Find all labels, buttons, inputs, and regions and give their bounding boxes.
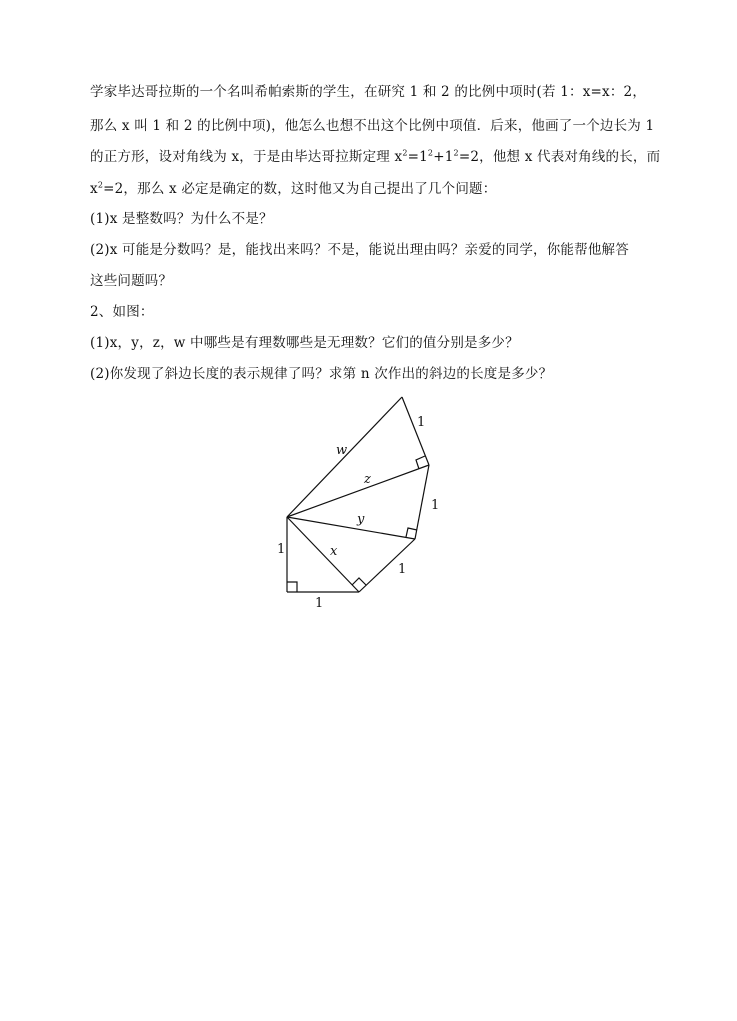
unit-leg-2-line (359, 539, 415, 592)
text-run: x (90, 181, 98, 197)
superscript: 2 (97, 180, 104, 190)
right-angle-marker (287, 582, 297, 592)
question-2-2: (2)你发现了斜边长度的表示规律了吗？求第 n 次作出的斜边的长度是多少？ (90, 366, 553, 382)
text-run: =1 (407, 149, 428, 165)
text-run: +1 (433, 149, 454, 165)
text-run: =2，他想 x 代表对角线的长，而 (458, 149, 661, 165)
hypotenuse-z-line (287, 465, 429, 517)
label-leg-2: 1 (398, 562, 407, 577)
label-w: w (336, 443, 348, 458)
label-bottom-leg: 1 (315, 596, 324, 611)
label-leg-4: 1 (417, 415, 426, 430)
text-run: =2，那么 x 必定是确定的数，这时他又为自己提出了几个问题： (103, 181, 497, 197)
superscript: 2 (402, 148, 408, 158)
unit-leg-3-line (415, 465, 429, 539)
superscript: 2 (453, 148, 459, 158)
label-y: y (357, 512, 365, 527)
label-z: z (364, 472, 371, 487)
unit-leg-4-line (402, 397, 429, 465)
paragraph-line-2: 那么 x 叫 1 和 2 的比例中项)，他怎么也想不出这个比例中项值．后来，他画了一个边长为 1 (90, 118, 655, 134)
label-leg-3: 1 (431, 498, 440, 513)
label-x: x (330, 544, 338, 559)
right-angle-marker (352, 578, 366, 585)
question-1-2-line-1: (2)x 可能是分数吗？是，能找出来吗？不是，能说出理由吗？亲爱的同学，你能帮他解答 (90, 242, 629, 258)
label-left-leg: 1 (277, 542, 286, 557)
superscript: 2 (427, 148, 434, 158)
paragraph-line-1: 学家毕达哥拉斯的一个名叫希帕索斯的学生，在研究 1 和 2 的比例中项时(若 1：x=x：2， (90, 84, 647, 100)
hypotenuse-y-line (287, 517, 415, 539)
hypotenuse-x-line (287, 517, 359, 592)
problem-2-heading: 2、如图： (90, 304, 154, 320)
question-2-1: (1)x，y，z，w 中哪些是有理数哪些是无理数？它们的值分别是多少？ (90, 335, 519, 351)
question-1-1: (1)x 是整数吗？为什么不是？ (90, 211, 273, 227)
text-run: 的正方形，设对角线为 x，于是由毕达哥拉斯定理 x (90, 149, 403, 165)
question-1-2-line-2: 这些问题吗？ (90, 273, 173, 289)
